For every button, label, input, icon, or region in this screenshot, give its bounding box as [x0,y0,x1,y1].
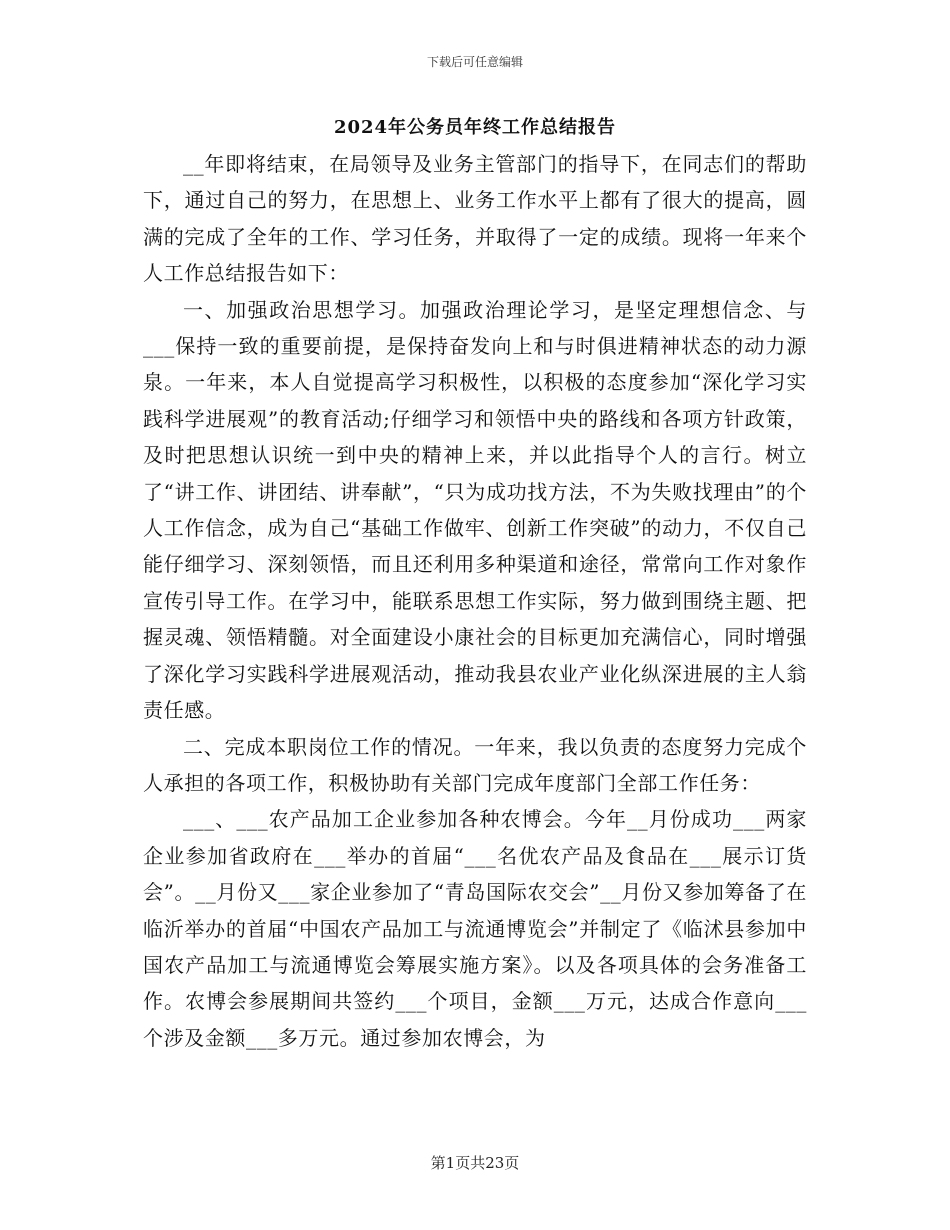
paragraph-agri-expo: ___、___农产品加工企业参加各种农博会。今年__月份成功___两家企业参加省政府在___举办的首届“___名优农产品及食品在___展示订货会”。__月份又___家企业参加了“青岛国际农交会”__月份又参加筹备了在临沂举办的首届“中国农产品加工与流通博览会”并制定了《临沭县参加中国农产品加工与流通博览会筹展实施方案》。以及各项具体的会务准备工作。农博会参展期间共签约___个项目，金额___万元，达成合作意向___个涉及金额___多万元。通过参加农博会，为 [143,807,807,1050]
document-title: 2024年公务员年终工作总结报告 [333,117,617,138]
page-number: 第1页共23页 [430,1154,520,1172]
document-body [143,146,807,1056]
paragraph-job-duties: 二、完成本职岗位工作的情况。一年来，我以负责的态度努力完成个人承担的各项工作，积极协助有关部门完成年度部门全部工作任务： [143,734,807,795]
header-note: 下载后可任意编辑 [426,55,523,69]
paragraph-intro: __年即将结束，在局领导及业务主管部门的指导下，在同志们的帮助下，通过自己的努力，在思想上、业务工作水平上都有了很大的提高，圆满的完成了全年的工作、学习任务，并取得了一定的成绩。现将一年来个人工作总结报告如下： [143,152,807,286]
paragraph-political-study: 一、加强政治思想学习。加强政治理论学习，是坚定理想信念、与___保持一致的重要前提，是保持奋发向上和与时俱进精神状态的动力源泉。一年来，本人自觉提高学习积极性，以积极的态度参加“深化学习实践科学进展观”的教育活动;仔细学习和领悟中央的路线和各项方针政策，及时把思想认识统一到中央的精神上来，并以此指导个人的言行。树立了“讲工作、讲团结、讲奉献”，“只为成功找方法，不为失败找理由”的个人工作信念，成为自己“基础工作做牢、创新工作突破”的动力，不仅自己能仔细学习、深刻领悟，而且还利用多种渠道和途径，常常向工作对象作宣传引导工作。在学习中，能联系思想工作实际，努力做到围绕主题、把握灵魂、领悟精髓。对全面建设小康社会的目标更加充满信心，同时增强了深化学习实践科学进展观活动，推动我县农业产业化纵深进展的主人翁责任感。 [143,297,807,723]
